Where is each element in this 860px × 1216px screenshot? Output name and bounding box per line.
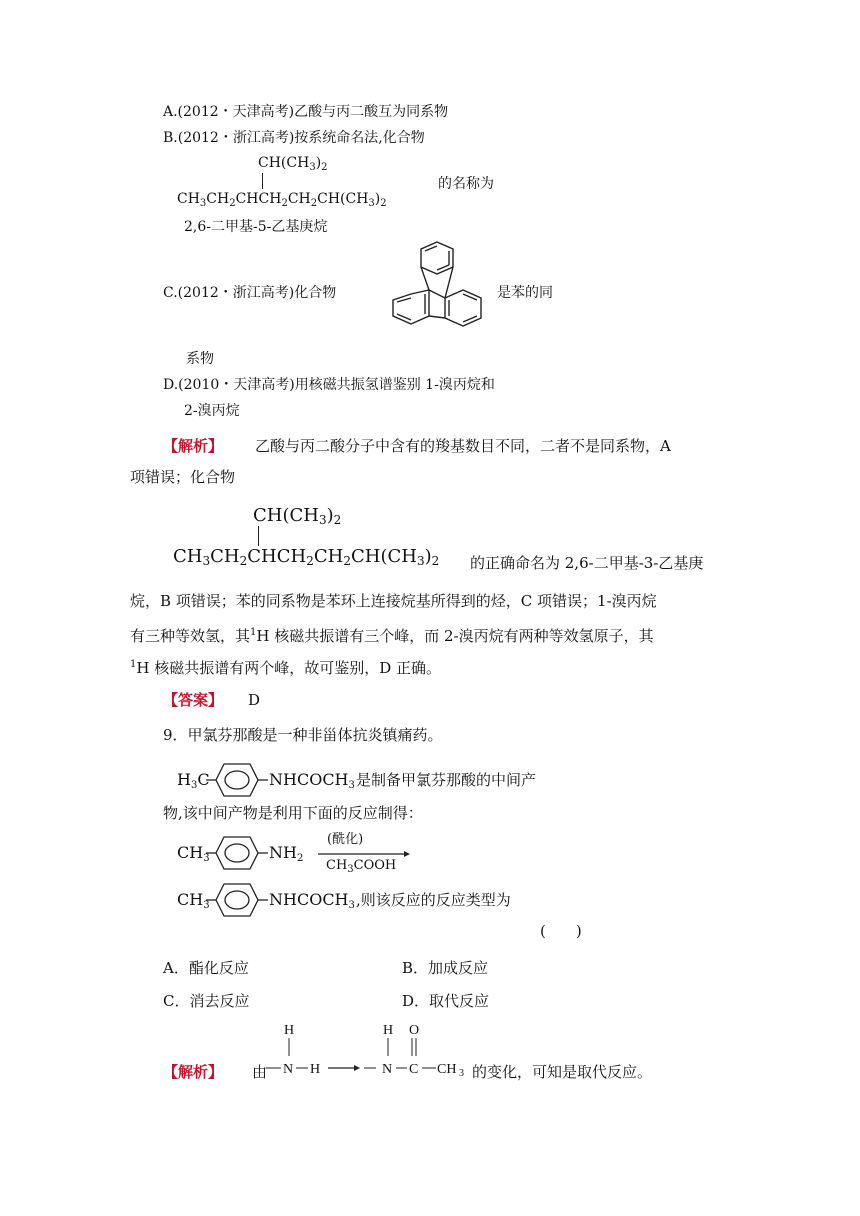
branch-group-analysis: $CH(CH_3)_2$ [253,505,342,527]
answer-paren: ( ) [540,922,582,940]
svg-text:H: H [284,1023,295,1038]
svg-text:H: H [310,1062,321,1077]
q9-line-1-suffix: 是制备甲氯芬那酸的中间产 [356,771,537,789]
analysis-2-prefix: 由 [252,1063,268,1081]
q9-option-b: B．加成反应 [402,959,489,977]
option-c-suffix: 是苯的同 [497,285,553,301]
branch-group-b: $CH(CH_3)_2$ [258,155,328,173]
option-b-suffix: 的名称为 [438,176,494,192]
q9-option-c: C．消去反应 [163,992,250,1010]
answer-value: D [248,691,261,709]
svg-text:3: 3 [459,1068,464,1079]
option-a: A.(2012・天津高考)乙酸与丙二酸互为同系物 [163,104,449,120]
main-chain-analysis: $CH_3CH_2CHCH_2CH_2CH(CH_3)_2$ [173,546,440,568]
analysis-tag: 【解析】 [163,437,224,455]
bond-line-b [262,173,263,189]
q9-option-a: A．酯化反应 [163,959,249,977]
svg-text:N: N [382,1062,393,1077]
amide-group: $NHCOCH_3$ [269,770,355,791]
q9-option-d: D．取代反应 [402,992,490,1010]
option-b-name: 2,6-二甲基-5-乙基庚烷 [184,219,328,235]
benzene-ring-3 [206,882,268,918]
methyl-group-3: $CH_3$ [177,890,210,911]
analysis-2-tag: 【解析】 [163,1063,224,1081]
analysis-line-4: 烷，B 项错误；苯的同系物是苯环上连接烷基所得到的烃，C 项错误；1-溴丙烷 [130,592,657,610]
option-d: D.(2010・天津高考)用核磁共振氢谱鉴别 1-溴丙烷和 [163,377,495,393]
analysis-line-2: 项错误；化合物 [130,468,236,486]
amine-group: $NH_2$ [269,843,304,864]
option-d-cont: 2-溴丙烷 [184,403,240,419]
option-c-cont: 系物 [186,351,214,367]
svg-text:CH: CH [437,1062,457,1077]
option-c-prefix: C.(2012・浙江高考)化合物 [163,285,337,301]
benzene-ring-1 [206,762,268,798]
triptycene-structure [385,238,497,340]
svg-text:N: N [283,1062,294,1077]
q9-line-4-suffix: ,则该反应的反应类型为 [356,891,511,909]
question-9-stem: 9．甲氯芬那酸是一种非甾体抗炎镇痛药。 [163,726,443,744]
methyl-group-2: $CH_3$ [177,843,210,864]
arrow-top-label: (酰化) [327,832,364,847]
analysis-2-suffix: 的变化，可知是取代反应。 [472,1063,653,1081]
svg-text:O: O [409,1023,420,1038]
q9-line-2: 物,该中间产物是利用下面的反应制得： [163,804,423,822]
option-b: B.(2012・浙江高考)按系统命名法,化合物 [163,130,425,146]
main-chain-b: $CH_3CH_2CHCH_2CH_2CH(CH_3)_2$ [177,191,387,209]
amide-group-2: $NHCOCH_3$ [269,890,355,911]
analysis-line-1: 乙酸与丙二酸分子中含有的羧基数目不同，二者不是同系物，A [255,437,671,455]
methyl-group: $H_3C$ [177,770,210,791]
analysis-line-5: 有三种等效氢，其$^1$H 核磁共振谱有三个峰，而 2-溴丙烷有两种等效氢原子，其 [130,627,654,645]
analysis-line-6: $^1$H 核磁共振谱有两个峰，故可鉴别，D 正确。 [130,659,442,677]
benzene-ring-2 [206,835,268,871]
answer-tag: 【答案】 [163,691,224,709]
svg-text:C: C [409,1062,419,1077]
amide-transformation-diagram [266,1020,472,1082]
analysis-line-3: 的正确命名为 2,6-二甲基-3-乙基庚 [470,554,704,572]
arrow-bottom-label: $CH_3COOH$ [326,858,397,875]
bond-line-analysis [258,526,259,546]
svg-text:H: H [383,1023,394,1038]
